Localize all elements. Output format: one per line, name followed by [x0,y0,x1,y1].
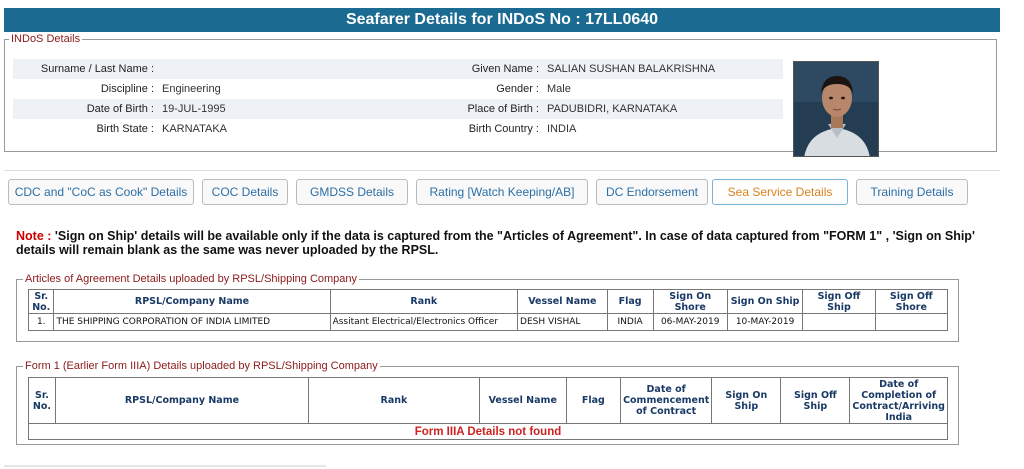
cell-sign-off-ship [803,314,875,331]
cell-rank: Assitant Electrical/Electronics Officer [330,314,517,331]
col-sr-no: Sr. No. [29,378,56,424]
table-header-row [29,290,948,314]
sign-on-note [16,229,986,257]
note-label: Note : [16,229,52,243]
col-rank: Rank [309,378,480,424]
birth-country-value: INDIA [547,123,577,135]
tab-coc-details[interactable]: COC Details [202,179,288,205]
cell-sr-no: 1. [29,314,54,331]
birth-state-value: KARNATAKA [162,123,227,135]
birth-country-label: Birth Country : [468,123,539,135]
col-sign-off-ship: Sign Off Ship [803,290,875,314]
discipline-value: Engineering [162,83,221,95]
given-name-value: SALIAN SUSHAN BALAKRISHNA [547,63,716,75]
place-of-birth-value: PADUBIDRI, KARNATAKA [547,103,678,115]
bottom-divider [4,465,326,467]
cell-company-name: THE SHIPPING CORPORATION OF INDIA LIMITED [54,314,330,331]
col-company-name: RPSL/Company Name [54,290,330,314]
dob-label: Date of Birth : [86,103,154,115]
indos-details-panel [4,33,997,152]
form1-legend: Form 1 (Earlier Form IIIA) Details uploaded by RPSL/Shipping Company [25,360,378,372]
form1-table [28,377,948,440]
col-sign-on-shore: Sign On Shore [653,290,727,314]
col-sign-off-shore: Sign Off Shore [875,290,947,314]
detail-row [13,79,783,99]
articles-table [28,289,948,331]
table-header-row [29,378,948,424]
tab-rating-details[interactable]: Rating [Watch Keeping/AB] [416,179,588,205]
seafarer-photo [793,61,879,157]
cell-sign-off-shore [875,314,947,331]
col-flag: Flag [607,290,653,314]
col-date-of-commencement: Date of Commencement of Contract [621,378,712,424]
place-of-birth-label: Place of Birth : [467,103,539,115]
tab-dc-endorsement[interactable]: DC Endorsement [596,179,708,205]
tab-cdc-details[interactable]: CDC and "CoC as Cook" Details [8,179,194,205]
dob-value: 19-JUL-1995 [162,103,226,115]
col-company-name: RPSL/Company Name [55,378,308,424]
col-vessel-name: Vessel Name [518,290,608,314]
surname-label: Surname / Last Name : [40,63,154,75]
cell-vessel-name: DESH VISHAL [518,314,608,331]
tab-sea-service-details[interactable]: Sea Service Details [712,179,848,205]
detail-row [13,119,783,139]
cell-flag: INDIA [607,314,653,331]
col-vessel-name: Vessel Name [479,378,566,424]
tab-training-details[interactable]: Training Details [856,179,968,205]
birth-state-label: Birth State : [96,123,154,135]
form1-not-found-message: Form IIIA Details not found [29,424,948,440]
col-sr-no: Sr. No. [29,290,54,314]
indos-details-grid [13,59,783,139]
gender-value: Male [547,83,571,95]
cell-sign-on-ship: 10-MAY-2019 [727,314,802,331]
table-row [29,424,948,440]
gender-label: Gender : [496,83,539,95]
col-flag: Flag [566,378,620,424]
cell-sign-on-shore: 06-MAY-2019 [653,314,727,331]
indos-legend: INDoS Details [11,33,81,45]
page-title: Seafarer Details for INDoS No : 17LL0640 [4,8,1000,32]
col-sign-off-ship: Sign Off Ship [781,378,850,424]
tab-gmdss-details[interactable]: GMDSS Details [296,179,408,205]
col-sign-on-ship: Sign On Ship [712,378,781,424]
given-name-label: Given Name : [471,63,539,75]
detail-row [13,59,783,79]
detail-row [13,99,783,119]
person-photo-icon [794,62,879,157]
col-sign-on-ship: Sign On Ship [727,290,802,314]
col-date-of-completion: Date of Completion of Contract/Arriving India [850,378,948,424]
table-row [29,314,948,331]
articles-legend: Articles of Agreement Details uploaded by RPSL/Shipping Company [25,273,358,285]
detail-tabs [4,170,1000,206]
note-text: 'Sign on Ship' details will be available only if the data is captured from the "Articles of Agreement". In case of data captured from "FORM 1" , 'Sign on Ship' details will remain blank as the same was never uploaded by the RPSL. [16,229,975,257]
discipline-label: Discipline : [100,83,154,95]
col-rank: Rank [330,290,517,314]
